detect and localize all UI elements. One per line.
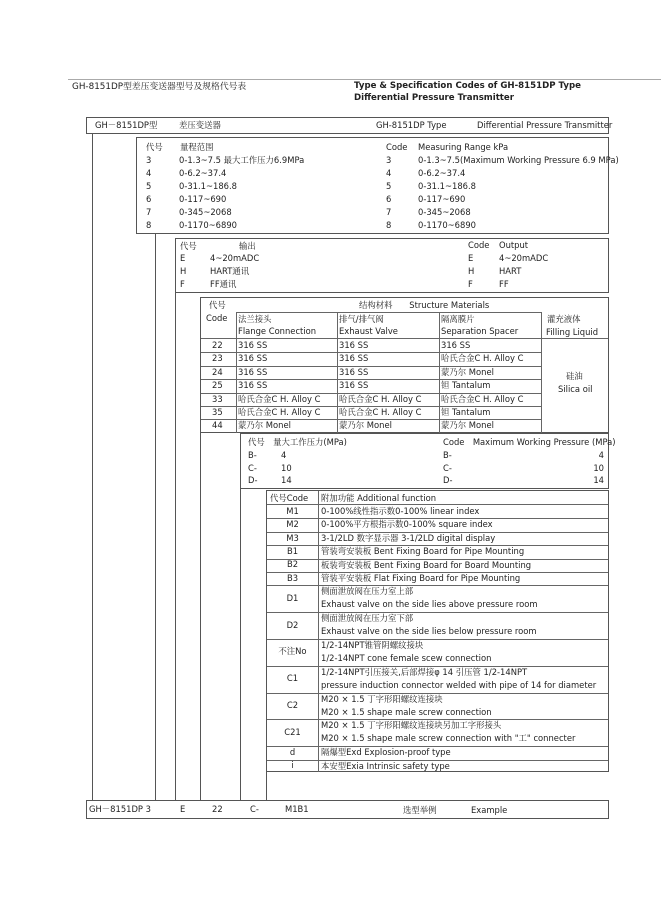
mat-code: 44	[212, 420, 223, 431]
range-hdr-code-en: Code	[386, 142, 408, 152]
mat-exhaust: 316 SS	[339, 380, 369, 391]
mat-fill-en: Silica oil	[558, 384, 593, 394]
mat-hdr-flange-cn: 法兰接头	[238, 314, 272, 324]
mat-hdr-structure: 结构材料 Structure Materials	[359, 300, 490, 310]
func-code: D1	[286, 592, 299, 603]
func-code: M2	[286, 519, 299, 530]
func-desc-line2: 1/2-14NPT cone female scew connection	[321, 653, 492, 663]
pressure-code-left: D-	[248, 475, 258, 485]
example-label-en: Example	[471, 805, 508, 815]
func-row-divider	[267, 639, 608, 640]
func-code: B3	[286, 572, 299, 583]
func-desc-line1: 隔爆型Exd Explosion-proof type	[321, 747, 451, 758]
func-desc-line2: Exhaust valve on the side lies above pressure room	[321, 599, 538, 610]
func-code: C1	[286, 673, 299, 684]
range-value-en: 0-345~2068	[418, 207, 471, 217]
range-code-cn: 5	[146, 181, 152, 191]
func-desc-line1: 板装弯安装板 Bent Fixing Board for Board Mounting	[321, 559, 532, 570]
mat-hdr-fill-en: Filling Liquid	[546, 327, 599, 337]
example-output: E	[180, 804, 186, 814]
output-value-cn: FF通讯	[210, 279, 237, 289]
mat-exhaust: 哈氏合金C H. Alloy C	[339, 393, 422, 404]
pressure-table	[240, 433, 616, 489]
func-row-divider	[267, 612, 608, 613]
output-value-en: FF	[499, 279, 509, 289]
pressure-value-left: 10	[281, 462, 292, 473]
func-desc-line2: Exhaust valve on the side lies below pressure room	[321, 626, 537, 637]
example-pressure: C-	[250, 804, 259, 814]
materials-table	[200, 297, 609, 433]
example-row	[86, 800, 609, 819]
mat-spacer: 钽 Tantalum	[441, 380, 491, 391]
func-desc-line1: 0-100%线性指示数0-100% linear index	[321, 506, 480, 516]
range-code-cn: 7	[146, 207, 152, 217]
output-hdr-code-cn: 代号	[180, 241, 197, 251]
connector-pressure	[240, 488, 241, 801]
example-functions: M1B1	[285, 804, 309, 814]
mat-flange: 316 SS	[238, 353, 268, 364]
func-desc-line2: pressure induction connector welded with pipe of 14 for diameter	[321, 679, 597, 690]
mat-hdr-exhaust-en: Exhaust Valve	[339, 326, 398, 336]
mat-spacer: 哈氏合金C H. Alloy C	[441, 353, 524, 364]
range-value-en: 0-117~690	[418, 194, 466, 204]
func-code: C21	[284, 726, 301, 737]
range-hdr-range-en: Measuring Range kPa	[418, 142, 509, 152]
func-hdr-code: 代号Code	[270, 493, 309, 503]
range-code-en: 8	[386, 220, 392, 230]
range-code-cn: 6	[146, 194, 152, 204]
mat-exhaust: 316 SS	[339, 366, 369, 377]
func-desc-line1: M20 × 1.5 丁字形阳螺纹连接块另加工字形接头	[321, 720, 502, 731]
range-table	[136, 137, 619, 234]
output-value-en: 4~20mADC	[499, 253, 549, 263]
mat-spacer: 哈氏合金C H. Alloy C	[441, 393, 524, 404]
func-code: B1	[286, 545, 299, 556]
func-desc-line1: 1/2-14NPT引压接关,后部焊接φ 14 引压管 1/2-14NPT	[321, 666, 528, 677]
title-en-line2: Differential Pressure Transmitter	[354, 93, 514, 103]
mat-spacer: 钽 Tantalum	[441, 407, 491, 417]
pressure-value-left: 14	[281, 475, 292, 485]
range-code-cn: 8	[146, 220, 152, 230]
mat-flange: 哈氏合金C H. Alloy C	[238, 393, 321, 404]
connector-range	[155, 232, 156, 801]
pressure-code-left: C-	[248, 462, 257, 473]
pressure-value-right: 4	[598, 450, 604, 460]
range-value-cn: 0-1170~6890	[179, 220, 237, 230]
func-desc-line1: 本安型Exia Intrinsic safety type	[321, 760, 450, 771]
func-code: D2	[286, 619, 299, 630]
range-code-en: 5	[386, 181, 392, 191]
func-desc-line1: 管装弯安装板 Bent Fixing Board for Pipe Mounting	[321, 546, 525, 557]
connector-output	[175, 292, 176, 801]
type-row	[86, 117, 613, 134]
mat-hdr-spacer-cn: 隔离膜片	[441, 314, 475, 324]
func-row-divider	[267, 585, 608, 586]
mat-hdr-code-en: Code	[206, 313, 228, 323]
mat-exhaust: 316 SS	[339, 353, 369, 364]
func-desc-line2: M20 × 1.5 shape male screw connection with "工" connecter	[321, 733, 576, 744]
connector-functions	[266, 772, 267, 801]
output-table	[175, 238, 609, 293]
type-name-en: Differential Pressure Transmitter	[477, 120, 613, 130]
output-hdr-out-en: Output	[499, 240, 529, 250]
range-code-en: 7	[386, 207, 392, 217]
pressure-value-left: 4	[281, 450, 287, 460]
pressure-hdr-cn: 代号 量大工作压力(MPa)	[248, 437, 347, 447]
mat-spacer: 蒙乃尔 Monel	[441, 420, 494, 431]
range-code-cn: 4	[146, 168, 152, 178]
output-code-cn: H	[180, 266, 187, 276]
mat-flange: 316 SS	[238, 366, 268, 377]
mat-code: 33	[212, 393, 223, 404]
func-desc-line1: 1/2-14NPT锥管阴螺纹接块	[321, 640, 424, 650]
mat-fill-cn: 硅油	[566, 371, 583, 381]
func-desc-line1: 3-1/2LD 数字显示器 3-1/2LD digital display	[321, 532, 496, 543]
mat-hdr-exhaust-cn: 排气/排气阀	[339, 314, 384, 324]
pressure-code-left: B-	[248, 450, 257, 460]
title-cn: GH-8151DP型差压变送器型号及规格代号表	[72, 82, 247, 92]
mat-hdr-fill-cn: 灌充液体	[547, 314, 581, 324]
func-code: M1	[286, 505, 299, 516]
mat-flange: 316 SS	[238, 380, 268, 391]
mat-code: 35	[212, 407, 223, 417]
range-value-cn: 0-6.2~37.4	[179, 168, 227, 178]
example-model: GH－8151DP 3	[89, 804, 151, 814]
pressure-code-right: B-	[443, 450, 452, 460]
output-code-en: H	[468, 266, 475, 276]
pressure-hdr-en: Code Maximum Working Pressure (MPa)	[443, 437, 616, 447]
range-code-en: 4	[386, 168, 392, 178]
functions-table	[266, 490, 609, 772]
title-en-line1: Type & Specification Codes of GH-8151DP Type	[354, 81, 581, 91]
mat-code: 22	[212, 340, 223, 350]
top-rule	[68, 79, 661, 80]
example-label-cn: 选型举例	[403, 805, 437, 815]
mat-spacer: 蒙乃尔 Monel	[441, 366, 494, 377]
func-code: M3	[286, 532, 299, 543]
pressure-value-right: 10	[593, 462, 604, 473]
func-desc-line1: M20 × 1.5 丁字形阳螺纹连接块	[321, 693, 443, 704]
func-code: B2	[286, 559, 299, 570]
mat-code: 24	[212, 366, 223, 377]
output-hdr-code-en: Code	[468, 240, 490, 250]
range-value-cn: 0-31.1~186.8	[179, 181, 237, 191]
mat-hdr-spacer-en: Separation Spacer	[441, 326, 519, 336]
func-code: 不注No	[278, 646, 307, 657]
output-code-cn: F	[180, 279, 185, 289]
output-value-cn: 4~20mADC	[210, 253, 260, 263]
range-value-cn: 0-117~690	[179, 194, 227, 204]
mat-code: 25	[212, 380, 223, 391]
mat-exhaust: 蒙乃尔 Monel	[339, 420, 392, 431]
mat-hdr-code-cn: 代号	[209, 300, 226, 310]
func-hdr-func: 附加功能 Additional function	[321, 493, 437, 503]
func-code: d	[289, 746, 296, 757]
mat-hdr-flange-en: Flange Connection	[238, 326, 317, 336]
range-code-cn: 3	[146, 155, 152, 165]
pressure-code-right: C-	[443, 462, 452, 473]
connector-material	[200, 432, 201, 801]
output-value-cn: HART通讯	[210, 266, 250, 276]
mat-flange: 哈氏合金C H. Alloy C	[238, 407, 321, 417]
range-hdr-code-cn: 代号	[146, 142, 163, 152]
func-desc-line1: 管装平安装板 Flat Fixing Board for Pipe Mounting	[321, 573, 521, 583]
range-hdr-range-cn: 量程范围	[180, 142, 214, 152]
output-code-en: F	[468, 279, 473, 289]
range-value-en: 0-31.1~186.8	[418, 181, 476, 191]
func-desc-line2: M20 × 1.5 shape male screw connection	[321, 706, 492, 717]
example-material: 22	[212, 804, 223, 814]
output-hdr-out-cn: 输出	[239, 241, 256, 251]
pressure-value-right: 14	[593, 475, 604, 485]
range-value-cn: 0-345~2068	[179, 207, 232, 217]
range-code-en: 6	[386, 194, 392, 204]
pressure-code-right: D-	[443, 475, 453, 485]
range-value-cn: 0-1.3~7.5 最大工作压力6.9MPa	[179, 155, 305, 165]
func-desc-line1: 侧面泄放阀在压力室下部	[321, 613, 414, 624]
mat-code: 23	[212, 353, 223, 364]
type-name-cn: 差压变送器	[179, 120, 221, 130]
output-code-en: E	[468, 253, 474, 263]
range-value-en: 0-1.3~7.5(Maximum Working Pressure 6.9 MPa)	[418, 155, 619, 165]
range-value-en: 0-1170~6890	[418, 220, 476, 230]
range-code-en: 3	[386, 155, 392, 165]
mat-exhaust: 哈氏合金C H. Alloy C	[339, 407, 422, 417]
mat-exhaust: 316 SS	[339, 340, 369, 350]
type-model-en: GH-8151DP Type	[376, 120, 447, 130]
func-code: C2	[286, 700, 299, 710]
func-desc-line1: 0-100%平方根指示数0-100% square index	[321, 519, 493, 530]
output-value-en: HART	[499, 266, 522, 276]
output-code-cn: E	[180, 253, 186, 263]
func-desc-line1: 侧面泄放阀在压力室上部	[321, 586, 414, 597]
mat-spacer: 316 SS	[441, 340, 471, 350]
func-code: i	[291, 760, 294, 771]
connector-model	[92, 133, 93, 801]
mat-flange: 蒙乃尔 Monel	[238, 420, 291, 431]
type-model-cn: GH－8151DP型	[95, 120, 158, 130]
mat-flange: 316 SS	[238, 340, 268, 350]
range-value-en: 0-6.2~37.4	[418, 168, 466, 178]
